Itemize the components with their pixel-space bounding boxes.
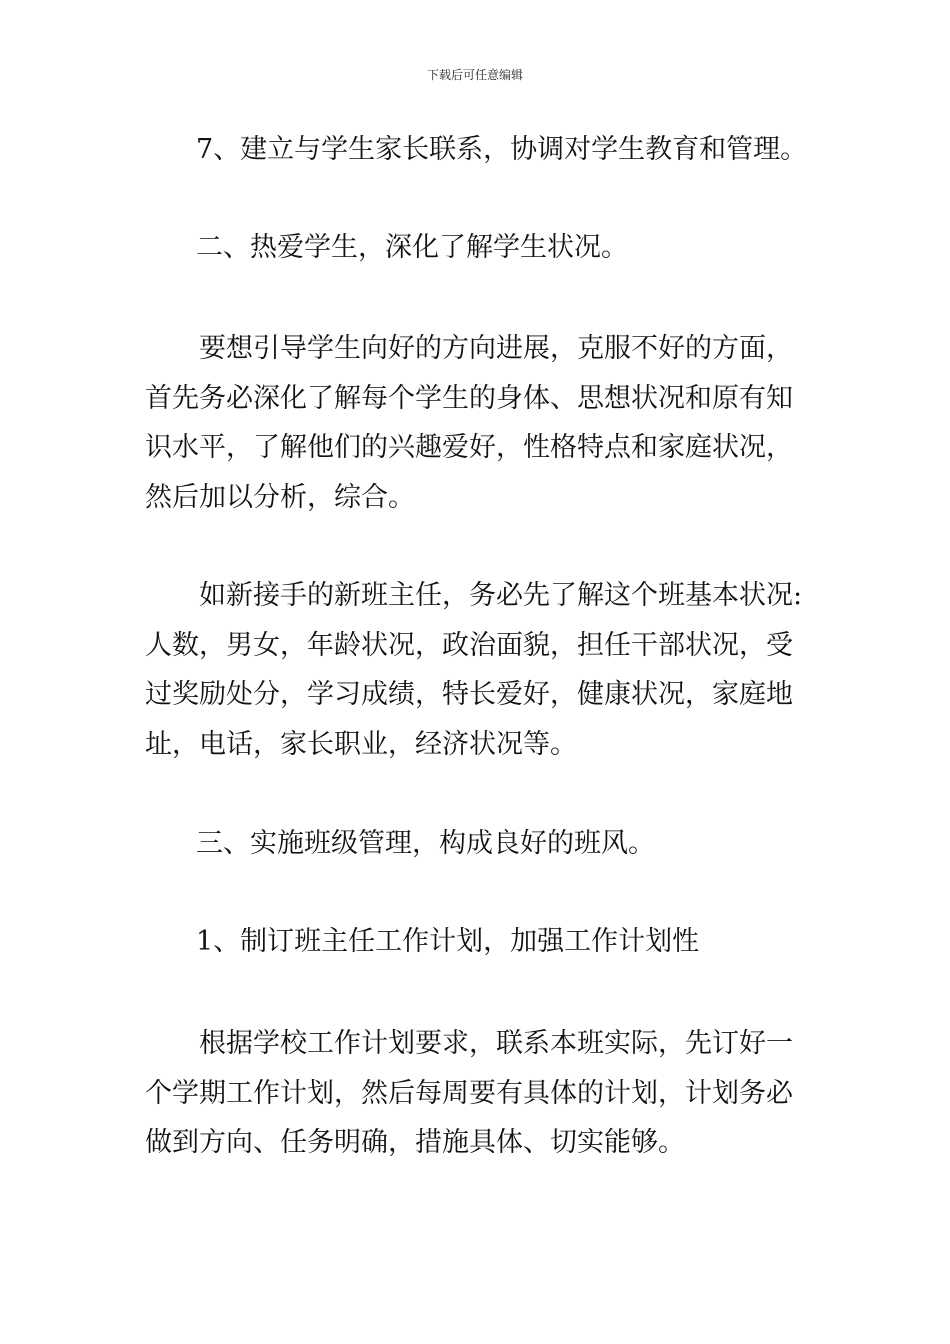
section-heading-3: 三、实施班级管理，构成良好的班风。 bbox=[196, 828, 655, 859]
page-header-note: 下载后可任意编辑 bbox=[426, 68, 523, 82]
paragraph-new-class-teacher: 如新接手的新班主任，务必先了解这个班基本状况:人数，男女，年龄状况，政治面貌，担任干部状况，受过奖励处分，学习成绩，特长爱好，健康状况，家庭地址，电话，家长职业，经济状况等。 bbox=[145, 580, 803, 760]
subheading-item-1: 1、制订班主任工作计划，加强工作计划性 bbox=[196, 926, 700, 957]
section-heading-2: 二、热爱学生，深化了解学生状况。 bbox=[196, 232, 628, 263]
paragraph-item-7: 7、建立与学生家长联系，协调对学生教育和管理。 bbox=[196, 134, 808, 165]
paragraph-understand-students: 要想引导学生向好的方向进展，克服不好的方面，首先务必深化了解每个学生的身体、思想状况和原有知识水平，了解他们的兴趣爱好，性格特点和家庭状况，然后加以分析，综合。 bbox=[145, 333, 793, 513]
paragraph-work-plan: 根据学校工作计划要求，联系本班实际，先订好一个学期工作计划，然后每周要有具体的计划，计划务必做到方向、任务明确，措施具体、切实能够。 bbox=[145, 1028, 793, 1158]
